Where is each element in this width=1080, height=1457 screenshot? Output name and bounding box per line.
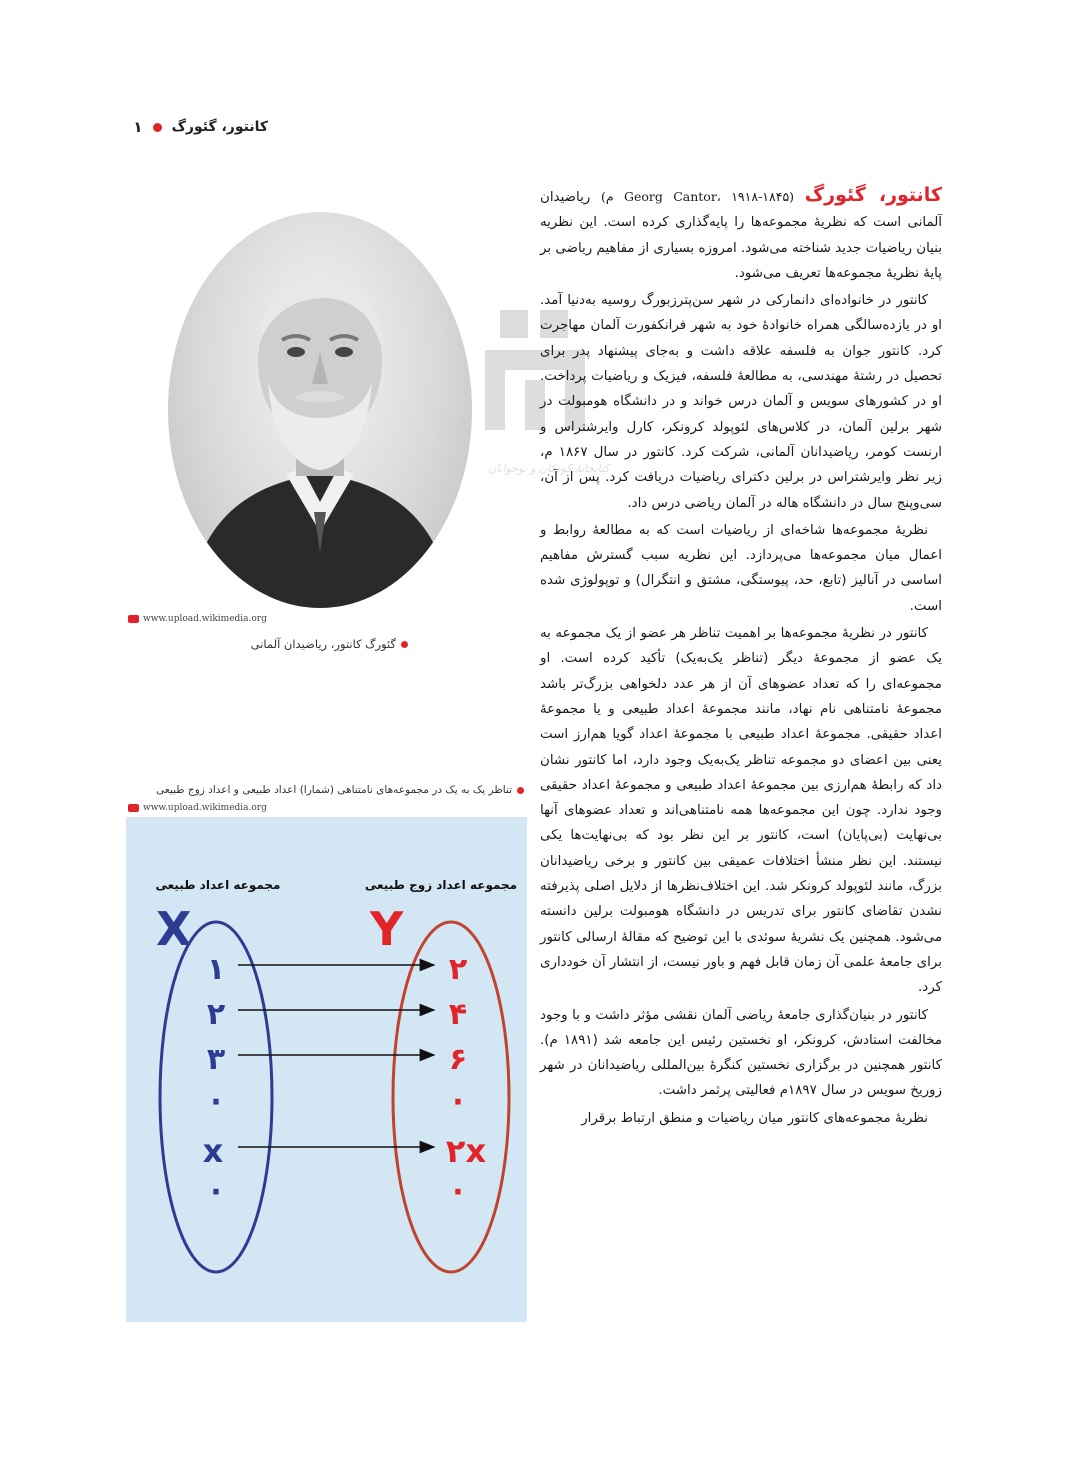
camera-icon <box>128 615 139 623</box>
bijection-diagram-svg <box>126 817 527 1322</box>
portrait-figure <box>168 212 472 608</box>
paragraph-2: نظریهٔ مجموعه‌ها شاخه‌ای از ریاضیات است که به مطالعهٔ روابط و اعمال میان مجموعه‌ها می‌پردازد. این نظریه سبب گسترش مفاهیم اساسی در آنالیز (تابع، حد، پیوستگی، مشتق و انتگرال) و توپولوژی شده است. <box>540 522 942 614</box>
latin-name: (Georg Cantor، ۱۹۱۸-۱۸۴۵ م) <box>600 189 795 204</box>
portrait-illustration <box>168 212 472 608</box>
caption-dot-icon <box>517 787 524 794</box>
left-set-letter: X <box>156 902 192 956</box>
right-item-dot-2: · <box>452 1175 464 1210</box>
paragraph-4: کانتور در بنیان‌گذاری جامعهٔ ریاضی آلمان نقشی مؤثر داشت و با وجود مخالفت استادش، کرونکر، او نخستین رئیس این جامعه شد (۱۸۹۱ م). کانتور همچنین در برگزاری نخستین کنگرهٔ بین‌المللی ریاضیدانان در شهر زوریخ سویس در سال ۱۸۹۷م فعالیتی پرثمر داشت. <box>540 1007 943 1099</box>
left-item-dot-1: · <box>210 1085 222 1120</box>
portrait-credit <box>128 614 267 624</box>
portrait-caption-text: گئورگ کانتور، ریاضیدان آلمانی <box>250 637 396 651</box>
bijection-diagram <box>126 817 527 1322</box>
diagram-credit <box>128 803 267 813</box>
page-title: کانتور، گئورگ <box>171 119 268 135</box>
right-item-3: ۶ <box>448 1042 468 1077</box>
diagram-credit-text: www.upload.wikimedia.org <box>143 803 267 813</box>
diagram-caption-text: تناظر یک به یک در مجموعه‌های نامتناهی (شمارا) اعداد طبیعی و اعداد زوج طبیعی <box>156 784 512 796</box>
left-item-2: ۲ <box>206 997 226 1032</box>
caption-dot-icon <box>401 641 408 648</box>
watermark-text: کتابخانهٔ کودکان و نوجوانان <box>488 462 610 475</box>
left-item-1: ۱ <box>206 952 226 987</box>
page-number: ۱ <box>133 118 143 136</box>
article-intro <box>540 183 942 286</box>
right-set-letter: Y <box>370 902 404 956</box>
camera-icon <box>128 804 139 812</box>
left-set-heading: مجموعه اعداد طبیعی <box>155 878 281 892</box>
portrait-caption <box>251 637 408 651</box>
left-item-dot-2: · <box>210 1175 222 1210</box>
paragraph-5: نظریهٔ مجموعه‌های کانتور میان ریاضیات و منطق ارتباط برقرار <box>581 1110 928 1126</box>
paragraph-3: کانتور در نظریهٔ مجموعه‌ها بر اهمیت تناظر هر عضو از یک مجموعه به یک عضو از مجموعهٔ دیگر (تناظر یک‌به‌یک) تأکید کرده است. او مجموعه‌ای را که تعداد عضوهای آن از هر عدد دلخواهی بزرگ‌تر باشد مجموعهٔ نامتناهی نام نهاد، مانند مجموعهٔ اعداد طبیعی و یا مجموعهٔ اعداد حقیقی. مجموعهٔ اعداد طبیعی با مجموعهٔ اعداد گویا هم‌ارز است یعنی بین اعضای دو مجموعه تناظر یک‌به‌یک وجود دارد، اما کانتور نشان داد که رابطهٔ هم‌ارزی بین مجموعهٔ اعداد طبیعی و مجموعهٔ اعداد حقیقی وجود ندارد. چون این مجموعه‌ها همه نامتناهی‌اند و تعداد عضوهای آنها بی‌نهایت (بی‌پایان) است، کانتور بر این نظر بود که بی‌نهایت‌ها یکی نیستند. این نظر منشأ اختلافات عمیقی بین کانتور و برخی ریاضیدانان بزرگ، مانند لئوپولد کرونکر شد. این اختلاف‌نظرها از دلایل اصلی پذیرفته نشدن تقاضای کانتور برای تدریس در دانشگاه هومبولت برلین دانسته می‌شود. همچنین یک نشریهٔ سوئدی با این توضیح که مقالهٔ ارسالی کانتور برای جامعهٔ علمی آن زمان قابل فهم و باور نیست، از انتشار آن خودداری کرد. <box>540 626 942 996</box>
portrait-credit-text: www.upload.wikimedia.org <box>143 614 267 624</box>
right-item-2: ۴ <box>448 997 468 1032</box>
article-body <box>540 183 942 1133</box>
right-item-2x: ۲x <box>445 1132 487 1170</box>
right-item-dot-1: · <box>452 1085 464 1120</box>
portrait-photo <box>168 212 472 608</box>
page-header <box>128 118 268 136</box>
right-set-heading: مجموعه اعداد زوج طبیعی <box>364 878 518 892</box>
left-item-3: ۳ <box>206 1042 226 1077</box>
paragraph-1: کانتور در خانواده‌ای دانمارکی در شهر سن‌پترزبورگ روسیه به‌دنیا آمد. او در یازده‌سالگی همراه خانوادهٔ خود به شهر فرانکفورت آلمان مهاجرت کرد. کانتور جوان به فلسفه علاقه داشت و به‌جای پیشنهاد پدر برای تحصیل در رشتهٔ مهندسی، به مطالعهٔ فلسفه، فیزیک و ریاضیات پرداخت. او در کشورهای سویس و آلمان درس خواند و در دانشگاه هومبولت در شهر برلین آلمان، در کلاس‌های لئوپولد کرونکر، کارل وایرشتراس و ارنست کومر، ریاضیدانان آلمانی، شرکت کرد. کانتور در سال ۱۸۶۷ م، زیر نظر وایرشتراس در برلین دکترای ریاضیات دریافت کرد. پس از آن، سی‌وپنج سال در دانشگاه هاله در آلمان ریاضی درس داد. <box>540 293 942 511</box>
intro-text: ریاضیدان آلمانی است که نظریهٔ مجموعه‌ها را پایه‌گذاری کرده است. این نظریه بنیان ریاضیات جدید شناخته می‌شود. امروزه بسیاری از مفاهیم ریاضی بر پایهٔ نظریهٔ مجموعه‌ها تعریف می‌شود. <box>540 190 942 281</box>
article-title: کانتور، گئورگ <box>804 184 942 206</box>
left-item-x: x <box>202 1132 224 1170</box>
red-dot-icon <box>153 123 162 132</box>
diagram-caption <box>156 784 524 796</box>
right-item-1: ۲ <box>448 952 468 987</box>
